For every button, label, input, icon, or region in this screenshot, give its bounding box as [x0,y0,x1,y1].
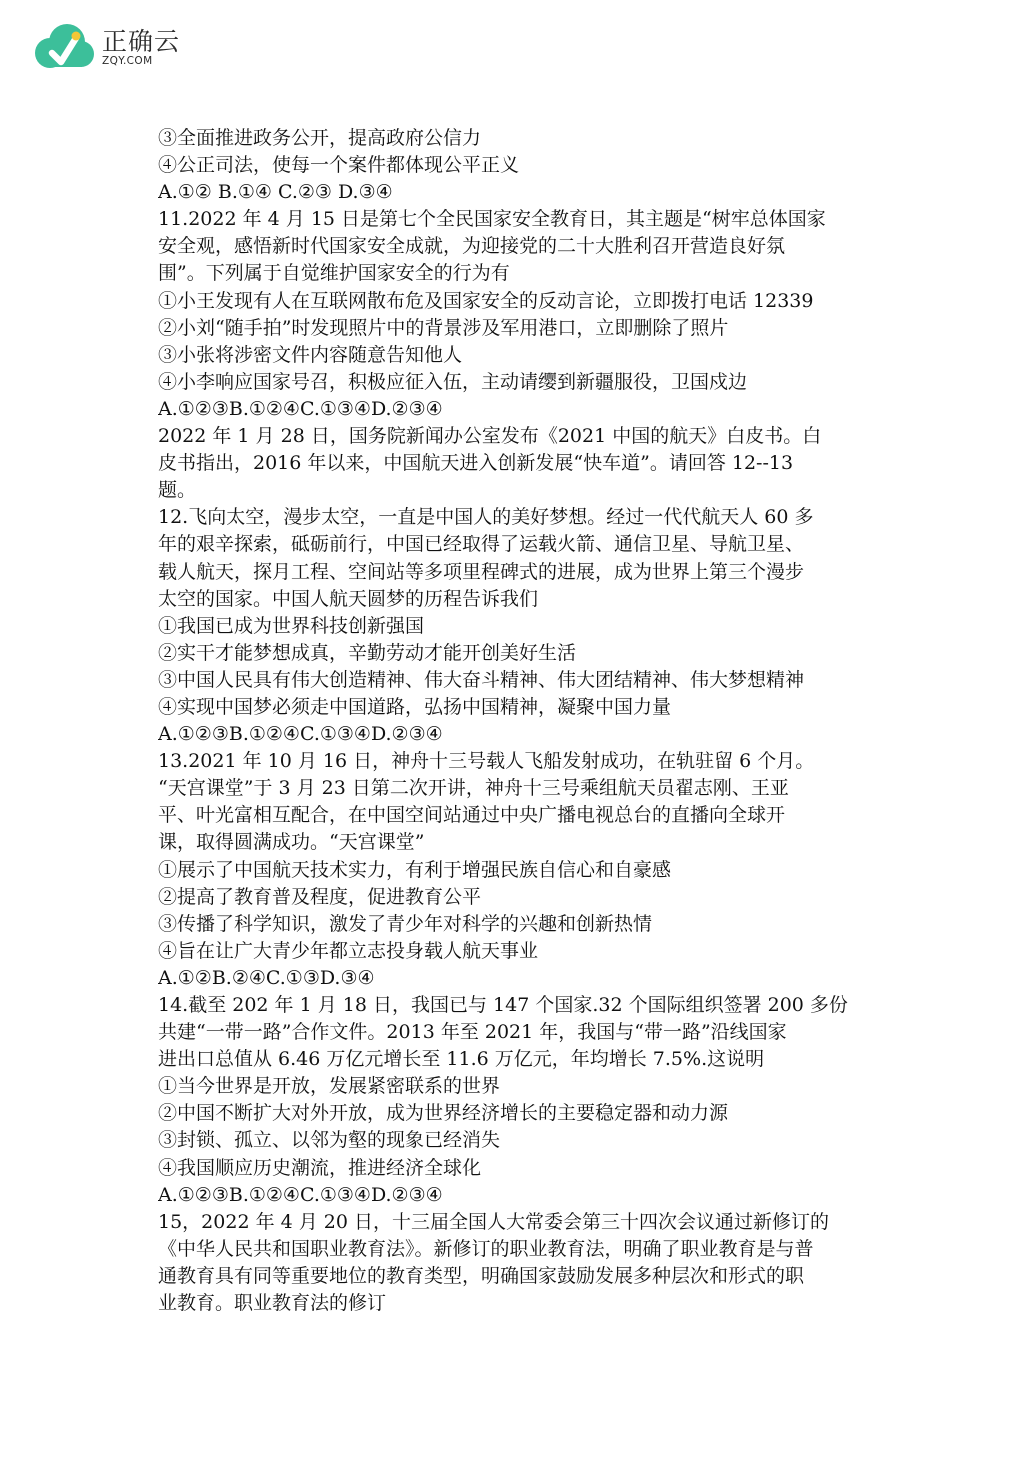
cloud-check-icon [30,22,96,72]
text-line: 《中华人民共和国职业教育法》。新修订的职业教育法，明确了职业教育是与普 [158,1237,814,1260]
text-line: 安全观，感悟新时代国家安全成就，为迎接党的二十大胜利召开营造良好氛 [158,235,786,258]
text-line: 14.截至 202 年 1 月 18 日，我国已与 147 个国家.32 个国际组织签署 200 多份 [158,994,848,1016]
document-body [158,125,873,1317]
text-line: ①小王发现有人在互联网散布危及国家安全的反动言论，立即拨打电话 12339 [158,289,814,312]
text-line: 11.2022 年 4 月 15 日是第七个全民国家安全教育日，其主题是“树牢总体国家 [158,208,826,231]
text-line: ③封锁、孤立、以邻为壑的现象已经消失 [158,1129,501,1152]
text-line: 太空的国家。中国人航天圆梦的历程告诉我们 [158,587,539,610]
site-logo[interactable] [30,22,180,72]
text-line: ③传播了科学知识，激发了青少年对科学的兴趣和创新热情 [158,912,653,935]
text-line: 围”。下列属于自觉维护国家安全的行为有 [158,262,510,285]
text-line: 通教育具有同等重要地位的教育类型，明确国家鼓励发展多种层次和形式的职 [158,1264,805,1287]
text-line: ②小刘“随手拍”时发现照片中的背景涉及军用港口，立即删除了照片 [158,316,729,339]
text-line: 共建“一带一路”合作文件。2013 年至 2021 年，我国与“带一路”沿线国家 [158,1021,787,1044]
text-line: 平、叶光富相互配合，在中国空间站通过中央广播电视总台的直播向全球开 [158,804,786,827]
text-line: ②中国不断扩大对外开放，成为世界经济增长的主要稳定器和动力源 [158,1102,729,1125]
text-line: ④实现中国梦必须走中国道路，弘扬中国精神，凝聚中国力量 [158,695,672,718]
text-line: “天宫课堂”于 3 月 23 日第二次开讲，神舟十三号乘组航天员翟志刚、王亚 [158,777,789,800]
text-line: 年的艰辛探索，砥砺前行，中国已经取得了运载火箭、通信卫星、导航卫星、 [158,533,805,556]
text-line: ①展示了中国航天技术实力，有利于增强民族自信心和自豪感 [158,858,672,881]
text-line: 业教育。职业教育法的修订 [158,1292,387,1315]
text-line: 13.2021 年 10 月 16 日，神舟十三号载人飞船发射成功，在轨驻留 6 个月。 [158,750,815,773]
text-line: A.①② B.①④ C.②③ D.③④ [158,181,393,204]
text-line: 2022 年 1 月 28 日，国务院新闻办公室发布《2021 中国的航天》白皮书。白 [158,425,822,448]
text-line: ③中国人民具有伟大创造精神、伟大奋斗精神、伟大团结精神、伟大梦想精神 [158,668,805,691]
text-line: 皮书指出，2016 年以来，中国航天进入创新发展“快车道”。请回答 12--13 [158,452,794,475]
text-line: ④旨在让广大青少年都立志投身载人航天事业 [158,939,539,962]
text-line: A.①②③B.①②④C.①③④D.②③④ [158,723,443,746]
text-line: ②提高了教育普及程度，促进教育公平 [158,885,482,908]
text-line: ①我国已成为世界科技创新强国 [158,614,425,637]
logo-title: 正确云 [102,26,181,56]
text-line: 进出口总值从 6.46 万亿元增长至 11.6 万亿元，年均增长 7.5%.这说明 [158,1048,765,1071]
logo-domain: ZQY.COM [102,54,153,67]
text-line: A.①②B.②④C.①③D.③④ [158,966,375,989]
text-line: ④我国顺应历史潮流，推进经济全球化 [158,1156,482,1179]
text-line: 15，2022 年 4 月 20 日，十三届全国人大常委会第三十四次会议通过新修订的 [158,1210,829,1233]
text-line: ④小李响应国家号召，积极应征入伍，主动请缨到新疆服役，卫国戍边 [158,370,748,393]
text-line: A.①②③B.①②④C.①③④D.②③④ [158,397,443,420]
text-line: ④公正司法，使每一个案件都体现公平正义 [158,154,520,177]
text-line: 载人航天，探月工程、空间站等多项里程碑式的进展，成为世界上第三个漫步 [158,560,805,583]
text-line: 课，取得圆满成功。“天宫课堂” [158,831,425,854]
text-line: 题。 [158,479,197,502]
text-line: ①当今世界是开放，发展紧密联系的世界 [158,1075,501,1098]
text-line: ②实干才能梦想成真，辛勤劳动才能开创美好生活 [158,641,577,664]
text-line: 12.飞向太空，漫步太空，一直是中国人的美好梦想。经过一代代航天人 60 多 [158,506,814,529]
text-line: ③小张将涉密文件内容随意告知他人 [158,343,463,366]
text-line: A.①②③B.①②④C.①③④D.②③④ [158,1183,443,1206]
text-line: ③全面推进政务公开，提高政府公信力 [158,127,482,149]
